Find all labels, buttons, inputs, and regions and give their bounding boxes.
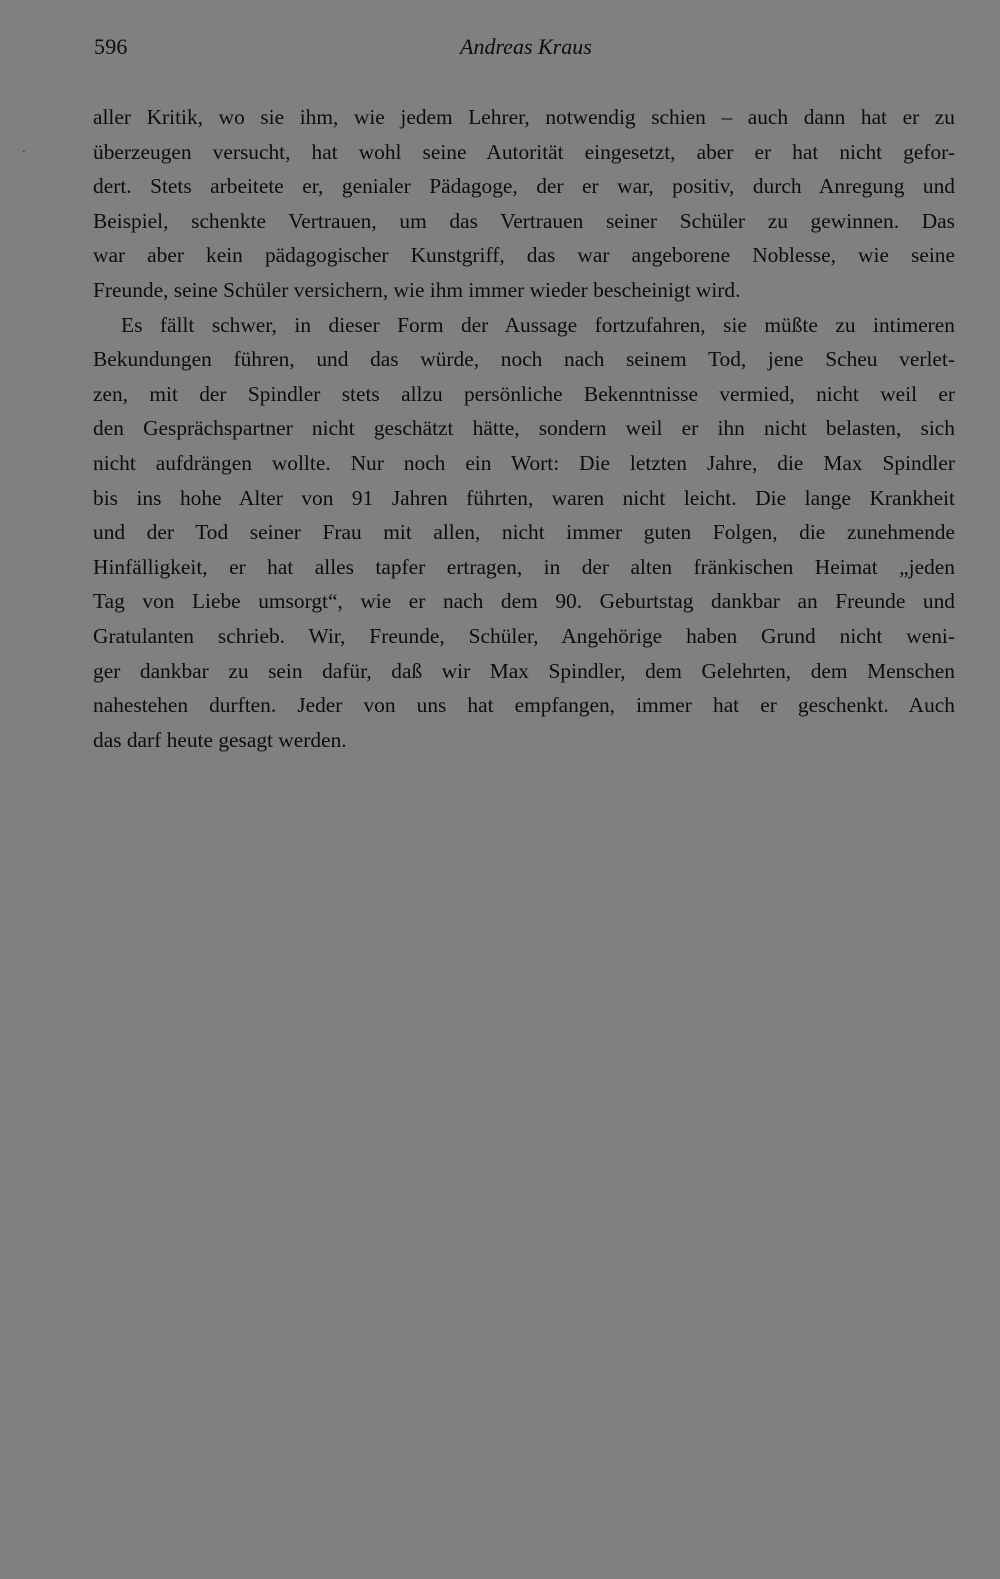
text-line: nicht aufdrängen wollte. Nur noch ein Wort: Die letzten Jahre, die Max Spindler (93, 450, 955, 475)
running-head-author: Andreas Kraus (460, 34, 592, 59)
text-line: Beispiel, schenkte Vertrauen, um das Vertrauen seiner Schüler zu gewinnen. Das (93, 208, 955, 233)
text-line: Hinfälligkeit, er hat alles tapfer ertragen, in der alten fränkischen Heimat „jeden (93, 554, 955, 579)
text-line: Bekundungen führen, und das würde, noch nach seinem Tod, jene Scheu verlet- (93, 347, 955, 372)
text-line: Es fällt schwer, in dieser Form der Aussage fortzufahren, sie müßte zu intimeren (121, 312, 955, 337)
text-line: zen, mit der Spindler stets allzu persönliche Bekenntnisse vermied, nicht weil er (93, 381, 955, 406)
text-line: dert. Stets arbeitete er, genialer Pädagoge, der er war, positiv, durch Anregung und (93, 174, 955, 199)
body-text (93, 100, 955, 757)
running-head (94, 34, 954, 70)
text-line: überzeugen versucht, hat wohl seine Autorität eingesetzt, aber er hat nicht gefor- (93, 139, 955, 164)
text-line: aller Kritik, wo sie ihm, wie jedem Lehrer, notwendig schien – auch dann hat er zu (93, 105, 955, 129)
margin-mark: ` (22, 148, 26, 162)
text-line: und der Tod seiner Frau mit allen, nicht immer guten Folgen, die zunehmende (93, 520, 955, 545)
text-line: bis ins hohe Alter von 91 Jahren führten, waren nicht leicht. Die lange Krankheit (93, 485, 955, 510)
text-line: nahestehen durften. Jeder von uns hat empfangen, immer hat er geschenkt. Auch (93, 693, 955, 718)
text-line: Freunde, seine Schüler versichern, wie ihm immer wieder bescheinigt wird. (93, 277, 741, 302)
text-line: Gratulanten schrieb. Wir, Freunde, Schüler, Angehörige haben Grund nicht weni- (93, 623, 955, 648)
page-number: 596 (94, 34, 128, 59)
text-line: ger dankbar zu sein dafür, daß wir Max Spindler, dem Gelehrten, dem Menschen (93, 658, 955, 683)
text-line: den Gesprächspartner nicht geschätzt hätte, sondern weil er ihn nicht belasten, sich (93, 416, 955, 441)
text-line: war aber kein pädagogischer Kunstgriff, das war angeborene Noblesse, wie seine (93, 243, 955, 268)
text-line: das darf heute gesagt werden. (93, 727, 347, 752)
text-line: Tag von Liebe umsorgt“, wie er nach dem 90. Geburtstag dankbar an Freunde und (93, 589, 955, 614)
